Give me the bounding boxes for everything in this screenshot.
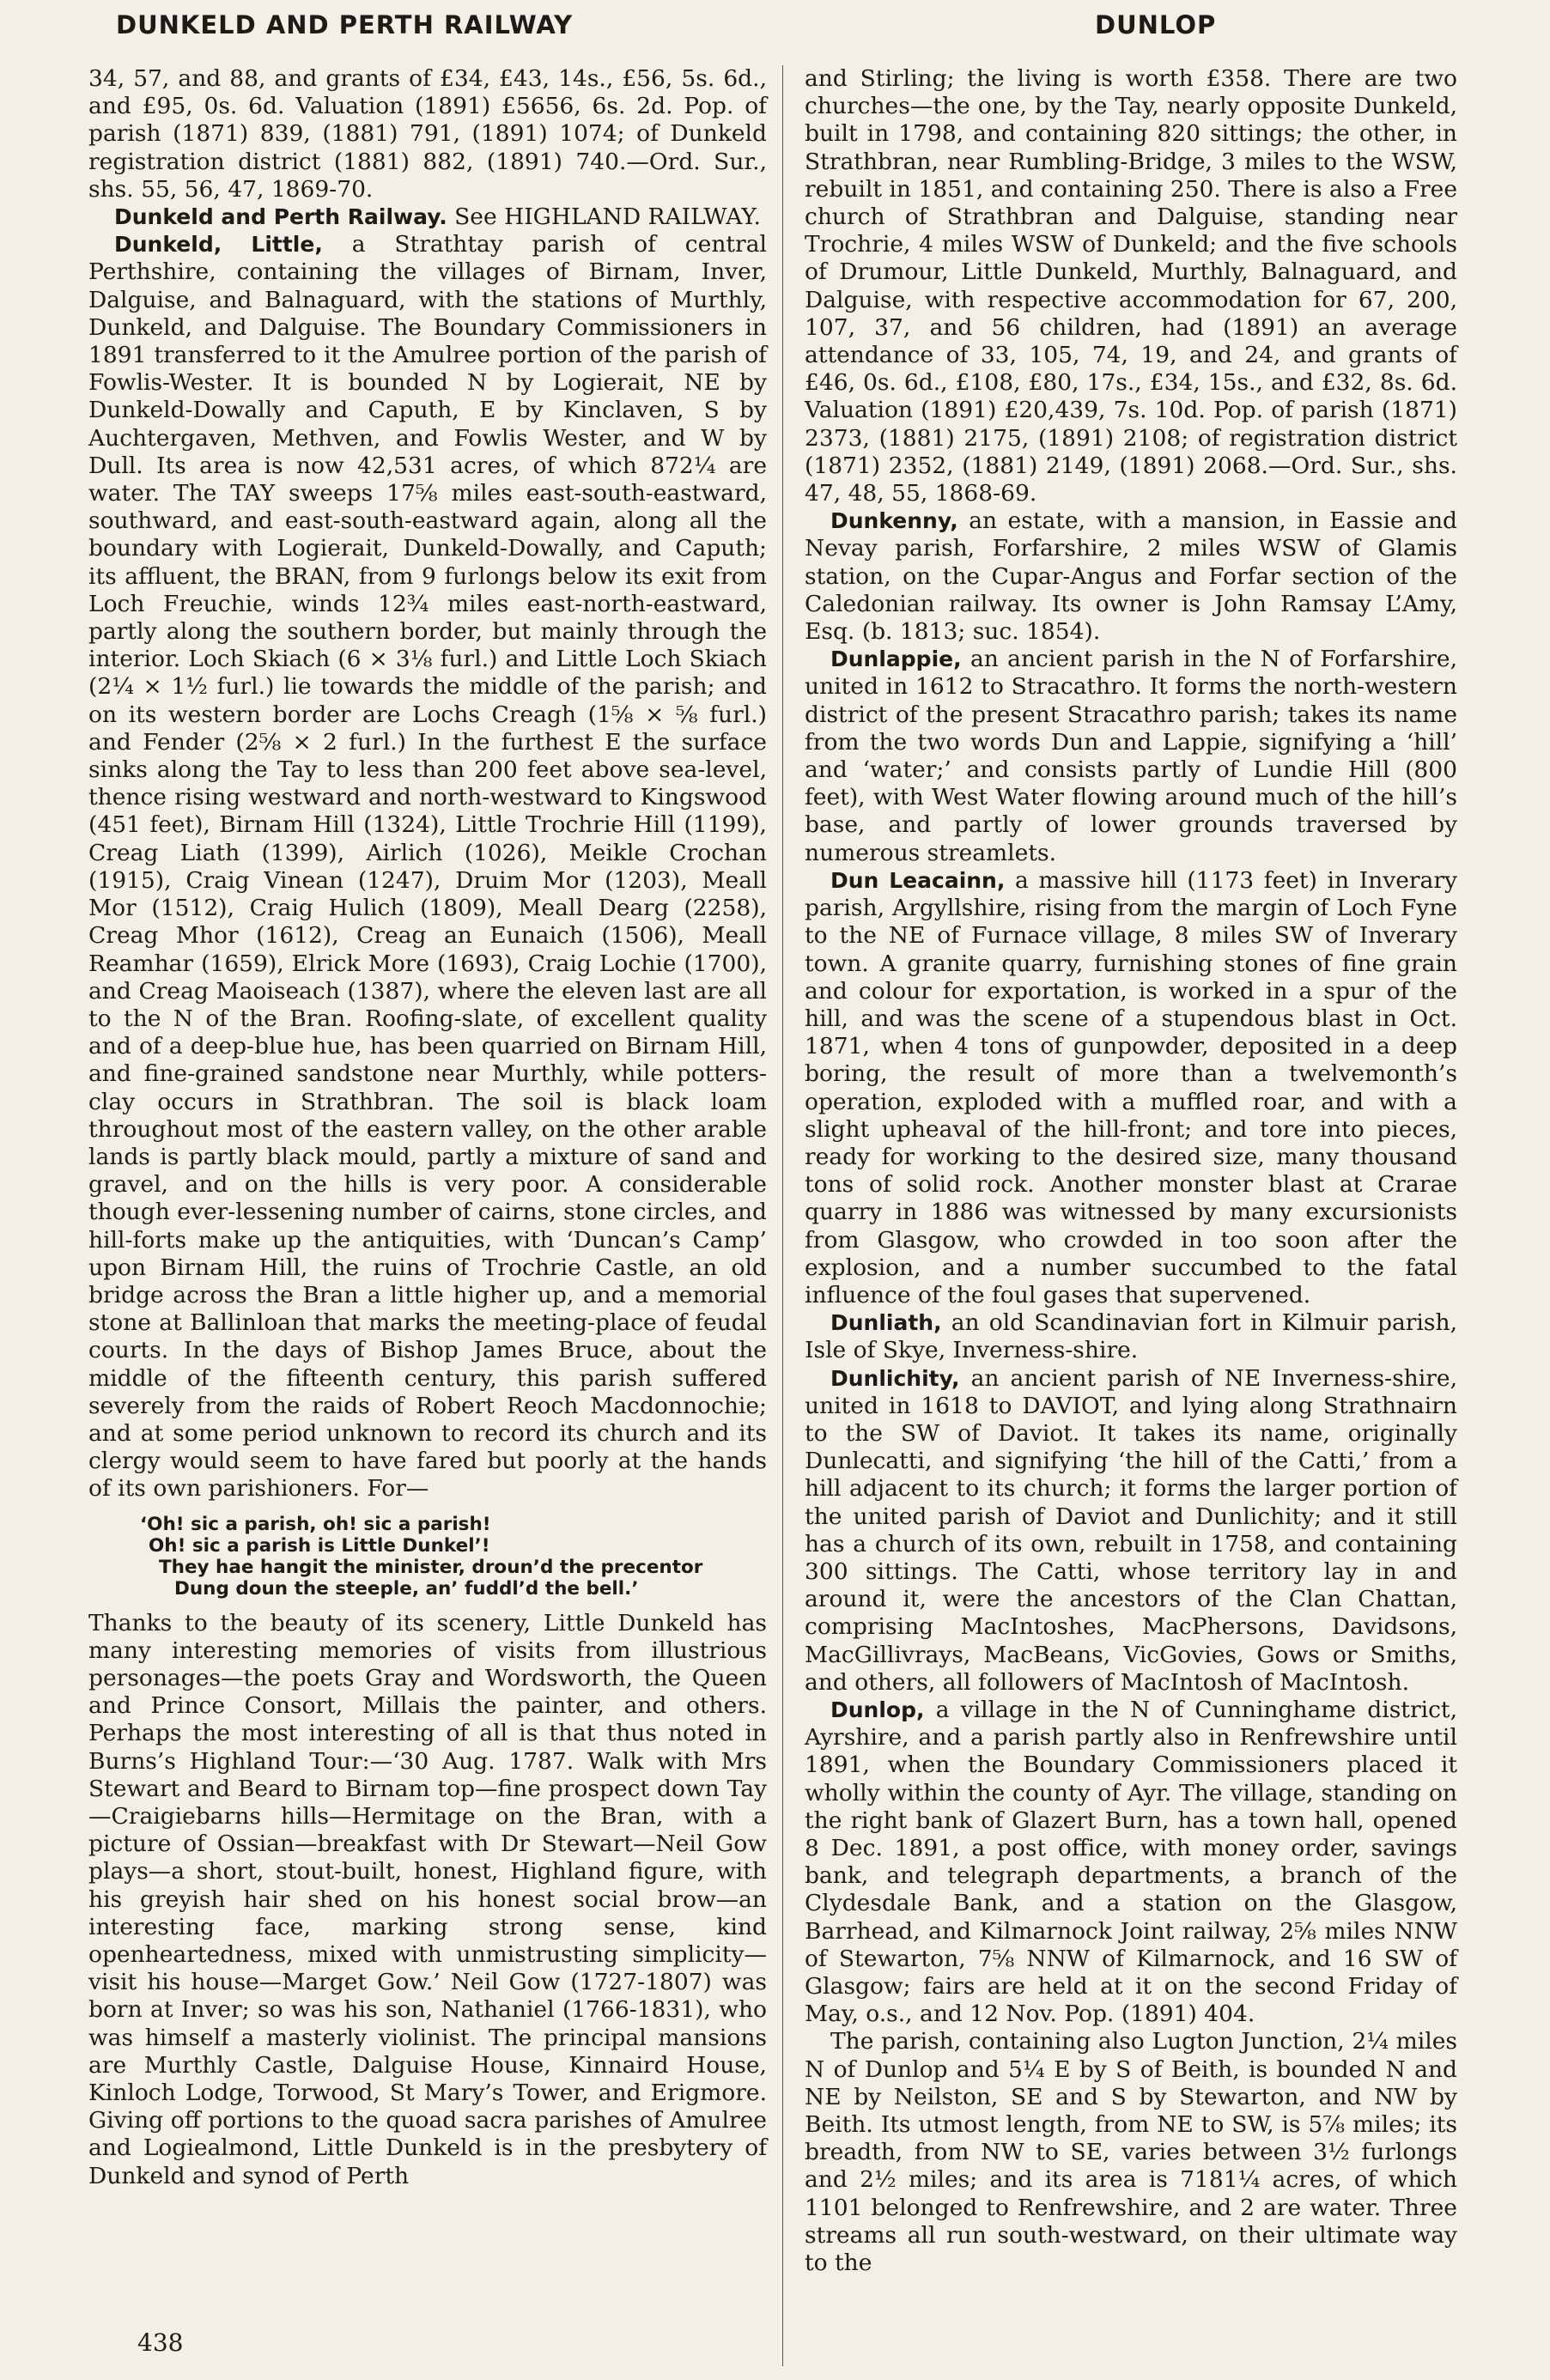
entry-text: a village in the N of Cunninghame district, Ayrshire, and a parish partly also in Renfrewshire until 1891, when the Boundary Commissioners placed it wholly within the county of Ayr. The village, standing on the right bank of Glazert Burn, has a town hall, opened 8 Dec. 1891, a post office, with money order, savings bank, and telegraph departments, a branch of the Clydesdale Bank, and a station on the Glasgow, Barrhead, and Kilmarnock Joint railway, 2⅝ miles NNW of Stewarton, 7⅝ NNW of Kilmarnock, and 16 SW of Glasgow; fairs are held at it on the second Friday of May, o.s., and 12 Nov. Pop. (1891) 404. xyxy=(805,1696,1457,2028)
entry-text: an estate, with a mansion, in Eassie and Nevay parish, Forfarshire, 2 miles WSW of Glamis station, on the Cupar-Angus and Forfar section of the Caledonian railway. Its owner is John Ramsay L’Amy, Esq. (b. 1813; suc. 1854). xyxy=(805,507,1457,646)
headword: Dunlichity, xyxy=(830,1365,960,1391)
verse-line: They hae hangit the minister, droun’d the precentor xyxy=(159,1556,703,1578)
entry-text: an old Scandinavian fort in Kilmuir parish, Isle of Skye, Inverness-shire. xyxy=(805,1309,1457,1364)
headword: Dunlappie, xyxy=(830,647,962,672)
entry-dunkeld-little xyxy=(88,231,767,1503)
running-head-left: DUNKELD AND PERTH RAILWAY xyxy=(116,10,574,39)
entry-dunlop xyxy=(805,1697,1457,2028)
entry-dunliath xyxy=(805,1309,1457,1364)
headword: Dunkeld, Little, xyxy=(114,232,323,258)
entry-dunlappie xyxy=(805,646,1457,867)
running-head-right: DUNLOP xyxy=(1095,10,1217,39)
right-column xyxy=(805,65,1457,2277)
paragraph: Thanks to the beauty of its scenery, Little Dunkeld has many interesting memories of visits from illustrious personages—the poets Gray and Wordsworth, the Queen and Prince Consort, Millais the painter, and others. Perhaps the most interesting of all is that thus noted in Burns’s Highland Tour:—‘30 Aug. 1787. Walk with Mrs Stewart and Beard to Birnam top—fine prospect down Tay—Craigiebarns hills—Hermitage on the Bran, with a picture of Ossian—breakfast with Dr Stewart—Neil Gow plays—a short, stout-built, honest, Highland figure, with his greyish hair shed on his honest social brow—an interesting face, marking strong sense, kind openheartedness, mixed with unmistrusting simplicity—visit his house—Marget Gow.’ Neil Gow (1727-1807) was born at Inver; so was his son, Nathaniel (1766-1831), who was himself a masterly violinist. The principal mansions are Murthly Castle, Dalguise House, Kinnaird House, Kinloch Lodge, Torwood, St Mary’s Tower, and Erigmore. Giving off portions to the quoad sacra parishes of Amulree and Logiealmond, Little Dunkeld is in the presbytery of Dunkeld and synod of Perth xyxy=(88,1609,767,2189)
paragraph: 34, 57, and 88, and grants of £34, £43, 14s., £56, 5s. 6d., and £95, 0s. 6d. Valuation (1891) £5656, 6s. 2d. Pop. of parish (1871) 839, (1881) 791, (1891) 1074; of Dunkeld registration district (1881) 882, (1891) 740.—Ord. Sur., shs. 55, 56, 47, 1869-70. xyxy=(88,65,767,203)
entry-dun-leacainn xyxy=(805,867,1457,1309)
headword: Dunkeld and Perth Railway. xyxy=(114,204,447,230)
verse-line: Oh! sic a parish is Little Dunkel’! xyxy=(149,1534,490,1557)
headword: Dunkenny, xyxy=(830,508,958,534)
entry-dunkeld-perth-railway xyxy=(88,203,767,231)
paragraph: The parish, containing also Lugton Junction, 2¼ miles N of Dunlop and 5¼ E by S of Beith, is bounded N and NE by Neilston, SE and S by Stewarton, and NW by Beith. Its utmost length, from NE to SW, is 5⅞ miles; its breadth, from NW to SE, varies between 3½ furlongs and 2½ miles; and its area is 7181¼ acres, of which 1101 belonged to Renfrewshire, and 2 are water. Three streams all run south-westward, on their ultimate way to the xyxy=(805,2028,1457,2277)
paragraph: and Stirling; the living is worth £358. There are two churches—the one, by the Tay, nearly opposite Dunkeld, built in 1798, and containing 820 sittings; the other, in Strathbran, near Rumbling-Bridge, 3 miles to the WSW, rebuilt in 1851, and containing 250. There is also a Free church of Strathbran and Dalguise, standing near Trochrie, 4 miles WSW of Dunkeld; and the five schools of Drumour, Little Dunkeld, Murthly, Balnaguard, and Dalguise, with respective accommodation for 67, 200, 107, 37, and 56 children, had (1891) an average attendance of 33, 105, 74, 19, and 24, and grants of £46, 0s. 6d., £108, £80, 17s., £34, 15s., and £32, 8s. 6d. Valuation (1891) £20,439, 7s. 10d. Pop. of parish (1871) 2373, (1881) 2175, (1891) 2108; of registration district (1871) 2352, (1881) 2149, (1891) 2068.—Ord. Sur., shs. 47, 48, 55, 1868-69. xyxy=(805,65,1457,507)
headword: Dunlop, xyxy=(830,1697,925,1722)
entry-text: an ancient parish of NE Inverness-shire, united in 1618 to DAVIOT, and lying along Strathnairn to the SW of Daviot. It takes its name, originally Dunlecatti, and signifying ‘the hill of the Catti,’ from a hill adjacent to its church; it forms the larger portion of the united parish of Daviot and Dunlichity; and it still has a church of its own, rebuilt in 1758, and containing 300 sittings. The Catti, whose territory lay in and around it, were the ancestors of the Clan Chattan, comprising MacIntoshes, MacPhersons, Davidsons, MacGillivrays, MacBeans, VicGovies, Gows or Smiths, and others, all followers of MacIntosh of MacIntosh. xyxy=(805,1364,1457,1696)
verse-quotation xyxy=(140,1514,767,1600)
entry-text: a massive hill (1173 feet) in Inverary parish, Argyllshire, rising from the margin of Loch Fyne to the NE of Furnace village, 8 miles SW of Inverary town. A granite quarry, furnishing stones of fine grain and colour for exportation, is worked in a spur of the hill, and was the scene of a stupendous blast in Oct. 1871, when 4 tons of gunpowder, deposited in a deep boring, the result of more than a twelvemonth’s operation, exploded with a muffled roar, and with a slight upheaval of the hill-front; and tore into pieces, ready for working to the desired size, many thousand tons of solid rock. Another monster blast at Crarae quarry in 1886 was witnessed by many excursionists from Glasgow, who crowded in too soon after the explosion, and a number succumbed to the fatal influence of the foul gases that supervened. xyxy=(805,866,1457,1308)
headword: Dunliath, xyxy=(830,1310,942,1336)
entry-dunkenny xyxy=(805,507,1457,646)
entry-dunlichity xyxy=(805,1365,1457,1697)
column-divider xyxy=(782,65,783,2366)
page-number: 438 xyxy=(137,2328,184,2357)
verse-line: ‘Oh! sic a parish, oh! sic a parish! xyxy=(140,1513,491,1535)
left-column xyxy=(88,65,767,2190)
entry-text: See HIGHLAND RAILWAY. xyxy=(447,203,761,231)
entry-text: a Strathtay parish of central Perthshire, containing the villages of Birnam, Inver, Dalguise, and Balnaguard, with the stations of Murthly, Dunkeld, and Dalguise. The Boundary Commissioners in 1891 transferred to it the Amulree portion of the parish of Fowlis-Wester. It is bounded N by Logierait, NE by Dunkeld-Dowally and Caputh, E by Kinclaven, S by Auchtergaven, Methven, and Fowlis Wester, and W by Dull. Its area is now 42,531 acres, of which 872¼ are water. The TAY sweeps 17⅝ miles east-south-eastward, southward, and east-south-eastward again, along all the boundary with Logierait, Dunkeld-Dowally, and Caputh; its affluent, the BRAN, from 9 furlongs below its exit from Loch Freuchie, winds 12¾ miles east-north-eastward, partly along the southern border, but mainly through the interior. Loch Skiach (6 × 3⅛ furl.) and Little Loch Skiach (2¼ × 1½ furl.) lie towards the middle of the parish; and on its western border are Lochs Creagh (1⅝ × ⅝ furl.) and Fender (2⅝ × 2 furl.) In the furthest E the surface sinks along the Tay to less than 200 feet above sea-level, thence rising westward and north-westward to Kingswood (451 feet), Birnam Hill (1324), Little Trochrie Hill (1199), Creag Liath (1399), Airlich (1026), Meikle Crochan (1915), Craig Vinean (1247), Druim Mor (1203), Meall Mor (1512), Craig Hulich (1809), Meall Dearg (2258), Creag Mhor (1612), Creag an Eunaich (1506), Meall Reamhar (1659), Elrick More (1693), Craig Lochie (1700), and Creag Maoiseach (1387), where the eleven last are all to the N of the Bran. Roofing-slate, of excellent quality and of a deep-blue hue, has been quarried on Birnam Hill, and fine-grained sandstone near Murthly, while potters-clay occurs in Strathbran. The soil is black loam throughout most of the eastern valley, on the other arable lands is partly black mould, partly a mixture of sand and gravel, and on the hills is very poor. A considerable though ever-lessening number of cairns, stone circles, and hill-forts make up the antiquities, with ‘Duncan’s Camp’ upon Birnam Hill, the ruins of Trochrie Castle, an old bridge across the Bran a little higher up, and a memorial stone at Ballinloan that marks the meeting-place of feudal courts. In the days of Bishop James Bruce, about the middle of the fifteenth century, this parish suffered severely from the raids of Robert Reoch Macdonnochie; and at some period unknown to record its church and its clergy would seem to have fared but poorly at the hands of its own parishioners. For— xyxy=(88,231,767,1503)
entry-text: an ancient parish in the N of Forfarshire, united in 1612 to Stracathro. It forms the north-western district of the present Stracathro parish; takes its name from the two words Dun and Lappie, signifying a ‘hill’ and ‘water;’ and consists partly of Lundie Hill (800 feet), with West Water flowing around much of the hill’s base, and partly of lower grounds traversed by numerous streamlets. xyxy=(805,646,1457,866)
verse-line: Dung doun the steeple, an’ fuddl’d the bell.’ xyxy=(174,1577,639,1600)
headword: Dun Leacainn, xyxy=(830,867,1006,893)
